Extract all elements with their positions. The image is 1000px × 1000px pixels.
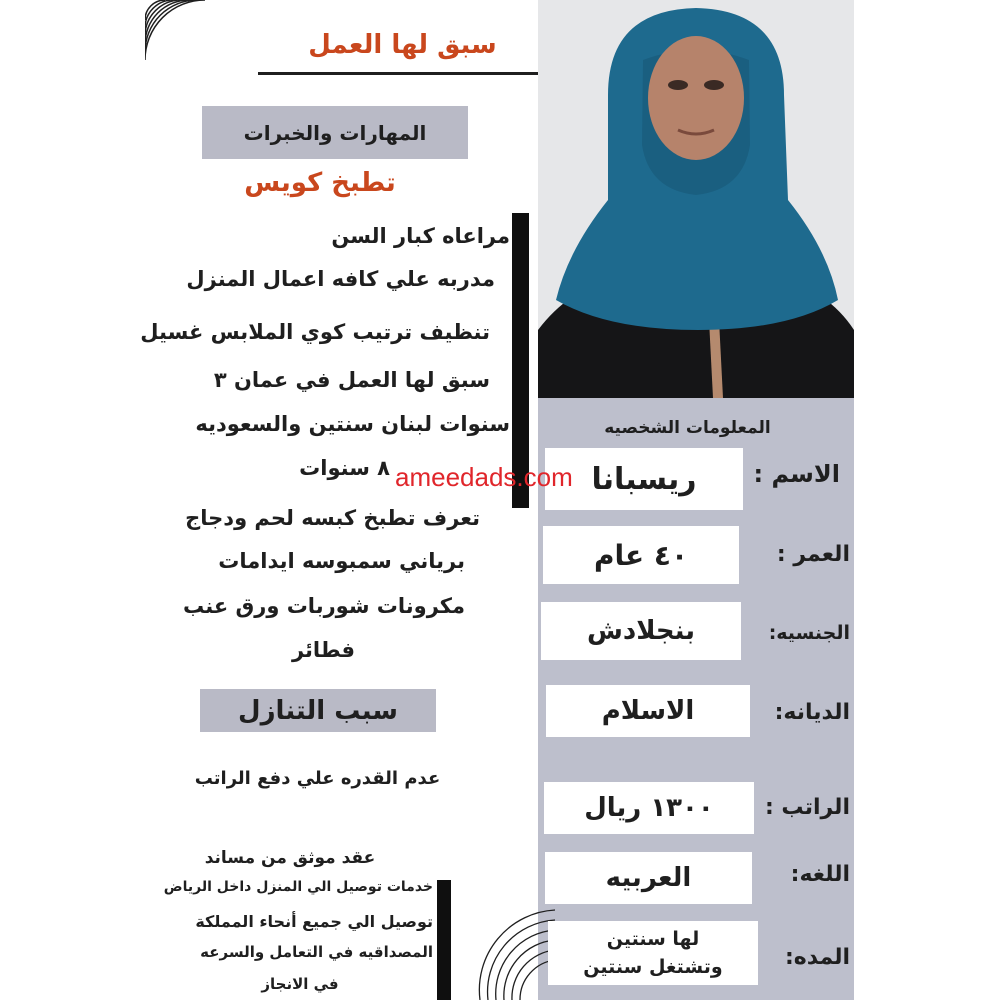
skill-line: سنوات لبنان سنتين والسعوديه <box>195 412 510 436</box>
footer-line: خدمات توصيل الي المنزل داخل الرياض <box>163 879 433 895</box>
cooking-highlight: تطبخ كويس <box>244 168 396 198</box>
woman-portrait-image <box>538 0 854 398</box>
nationality-value: بنجلادش <box>541 602 741 660</box>
title-underline <box>258 72 538 75</box>
name-label: الاسم : <box>753 460 840 488</box>
skills-header-box <box>202 106 468 159</box>
skill-line: مراعاه كبار السن <box>331 224 510 248</box>
skill-line: مدربه علي كافه اعمال المنزل <box>186 267 495 291</box>
footer-line: في الانجاز <box>261 975 339 993</box>
age-value: ٤٠ عام <box>543 526 739 584</box>
skill-line: فطائر <box>291 638 355 662</box>
left-margin <box>0 0 145 1000</box>
skills-header: المهارات والخبرات <box>243 120 427 145</box>
religion-value: الاسلام <box>546 685 750 737</box>
vertical-divider <box>437 880 451 1000</box>
reason-header: سبب التنازل <box>238 695 398 726</box>
skill-line: تنظيف ترتيب كوي الملابس غسيل <box>140 320 490 344</box>
skill-line: سبق لها العمل في عمان ٣ <box>213 368 490 392</box>
reason-header-box <box>200 689 436 732</box>
language-label: اللغه: <box>790 862 850 887</box>
skill-line: برياني سمبوسه ايدامات <box>218 549 465 573</box>
personal-info-header: المعلومات الشخصيه <box>604 418 771 438</box>
age-label: العمر : <box>776 542 850 567</box>
language-value: العربيه <box>545 852 752 904</box>
religion-label: الديانه: <box>774 700 850 725</box>
salary-label: الراتب : <box>764 795 850 820</box>
reason-text: عدم القدره علي دفع الراتب <box>194 768 441 789</box>
skill-line: مكرونات شوربات ورق عنب <box>183 594 465 618</box>
footer-line: توصيل الي جميع أنحاء المملكة <box>195 912 433 931</box>
name-value: ريسبانا <box>545 448 743 510</box>
duration-label: المده: <box>784 945 850 970</box>
experience-title: سبق لها العمل <box>308 30 497 60</box>
footer-line: المصداقيه في التعامل والسرعه <box>200 943 433 961</box>
salary-value: ١٣٠٠ ريال <box>544 782 754 834</box>
skill-line: تعرف تطبخ كبسه لحم ودجاج <box>185 506 480 530</box>
concentric-arcs-icon <box>145 0 215 70</box>
right-margin <box>854 0 1000 1000</box>
duration-value: لها سنتين وتشتغل سنتين <box>548 921 758 985</box>
watermark-text: ameedads.com <box>395 462 573 492</box>
nationality-label: الجنسيه: <box>768 622 850 644</box>
skill-line: ٨ سنوات <box>299 456 390 480</box>
concentric-arcs-icon <box>470 875 555 1000</box>
contract-text: عقد موثق من مساند <box>204 848 376 868</box>
